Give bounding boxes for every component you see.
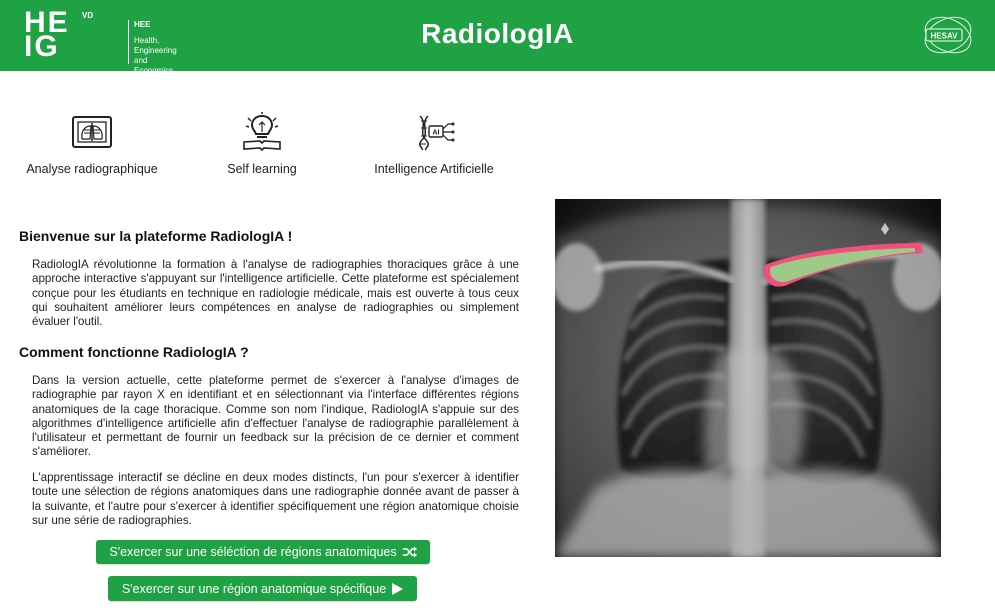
logo-line2: Engineering (134, 46, 177, 55)
welcome-heading: Bienvenue sur la plateforme RadiologIA ! (19, 228, 293, 244)
logo-letters-bottom: IG (24, 30, 60, 63)
feature-analyse (22, 112, 162, 176)
how-text-2: L'apprentissage interactif se décline en deux modes distincts, l'un pour s'exercer à identifier toute une sélection de régions anatomiques dans une radiographie donnée avant de passer à la suivante, et l'autre pour s'exercer à identifier spécifiquement une région anatomique choisie sur une série de radiographies. (32, 471, 519, 527)
chest-xray-image[interactable] (555, 199, 941, 557)
app-title: RadiologIA (421, 18, 574, 49)
shuffle-icon (403, 546, 417, 558)
single-region-button[interactable] (108, 576, 417, 601)
header-bar (0, 0, 995, 75)
logo-line1: Health, (134, 36, 160, 45)
xray-film-icon (70, 112, 114, 152)
how-text-1: Dans la version actuelle, cette plateforme permet de s'exercer à l'analyse d'images de radiographie par rayon X en identifiant et en sélectionnant via l'interface différentes régions anatomiques de la cage thoracique. Comme son nom l'indique, RadiologIA s'appuie sur des algorithmes d'intelligence artificielle afin d'effectuer l'analyse de radiographie parallèlement à l'utilisateur et permettant de fournir un feedback sur la précision de ce dernier et comment s'améliorer. (32, 374, 519, 459)
multi-region-button-label: S'exercer sur une séléction de régions anatomiques (109, 545, 397, 559)
feature-label-self-learning: Self learning (227, 162, 297, 176)
hesav-logo-text: HESAV (930, 31, 958, 41)
feature-label-analyse: Analyse radiographique (26, 162, 158, 176)
logo-line3: and Economics (134, 56, 174, 75)
feature-ia (362, 112, 506, 176)
feature-self-learning (212, 112, 312, 176)
feature-label-ia: Intelligence Artificielle (374, 162, 494, 176)
play-icon (392, 583, 403, 595)
logo-hee: HEE (134, 20, 151, 29)
lightbulb-book-icon (240, 112, 284, 152)
svg-text:AI: AI (432, 129, 440, 137)
logo-letters-top: HE (24, 6, 70, 39)
logo-vd: VD (82, 11, 94, 20)
welcome-text: RadiologIA révolutionne la formation à l'analyse de radiographies thoraciques grâce à une approche interactive s'appuyant sur l'intelligence artificielle. Cette plateforme est spécialement conçue pour les étudiants en technique en radiologie médicale, mais est ouverte à tous ceux qui souhaitent améliorer leurs compétences en analyse de radiographies ou simplement évaluer l'outil. (32, 258, 519, 329)
multi-region-button[interactable] (96, 540, 430, 564)
hesav-logo[interactable] (920, 12, 976, 58)
ai-dna-icon (412, 112, 456, 152)
single-region-button-label: S'exercer sur une région anatomique spécifique (121, 581, 387, 596)
how-heading: Comment fonctionne RadiologIA ? (19, 344, 249, 360)
